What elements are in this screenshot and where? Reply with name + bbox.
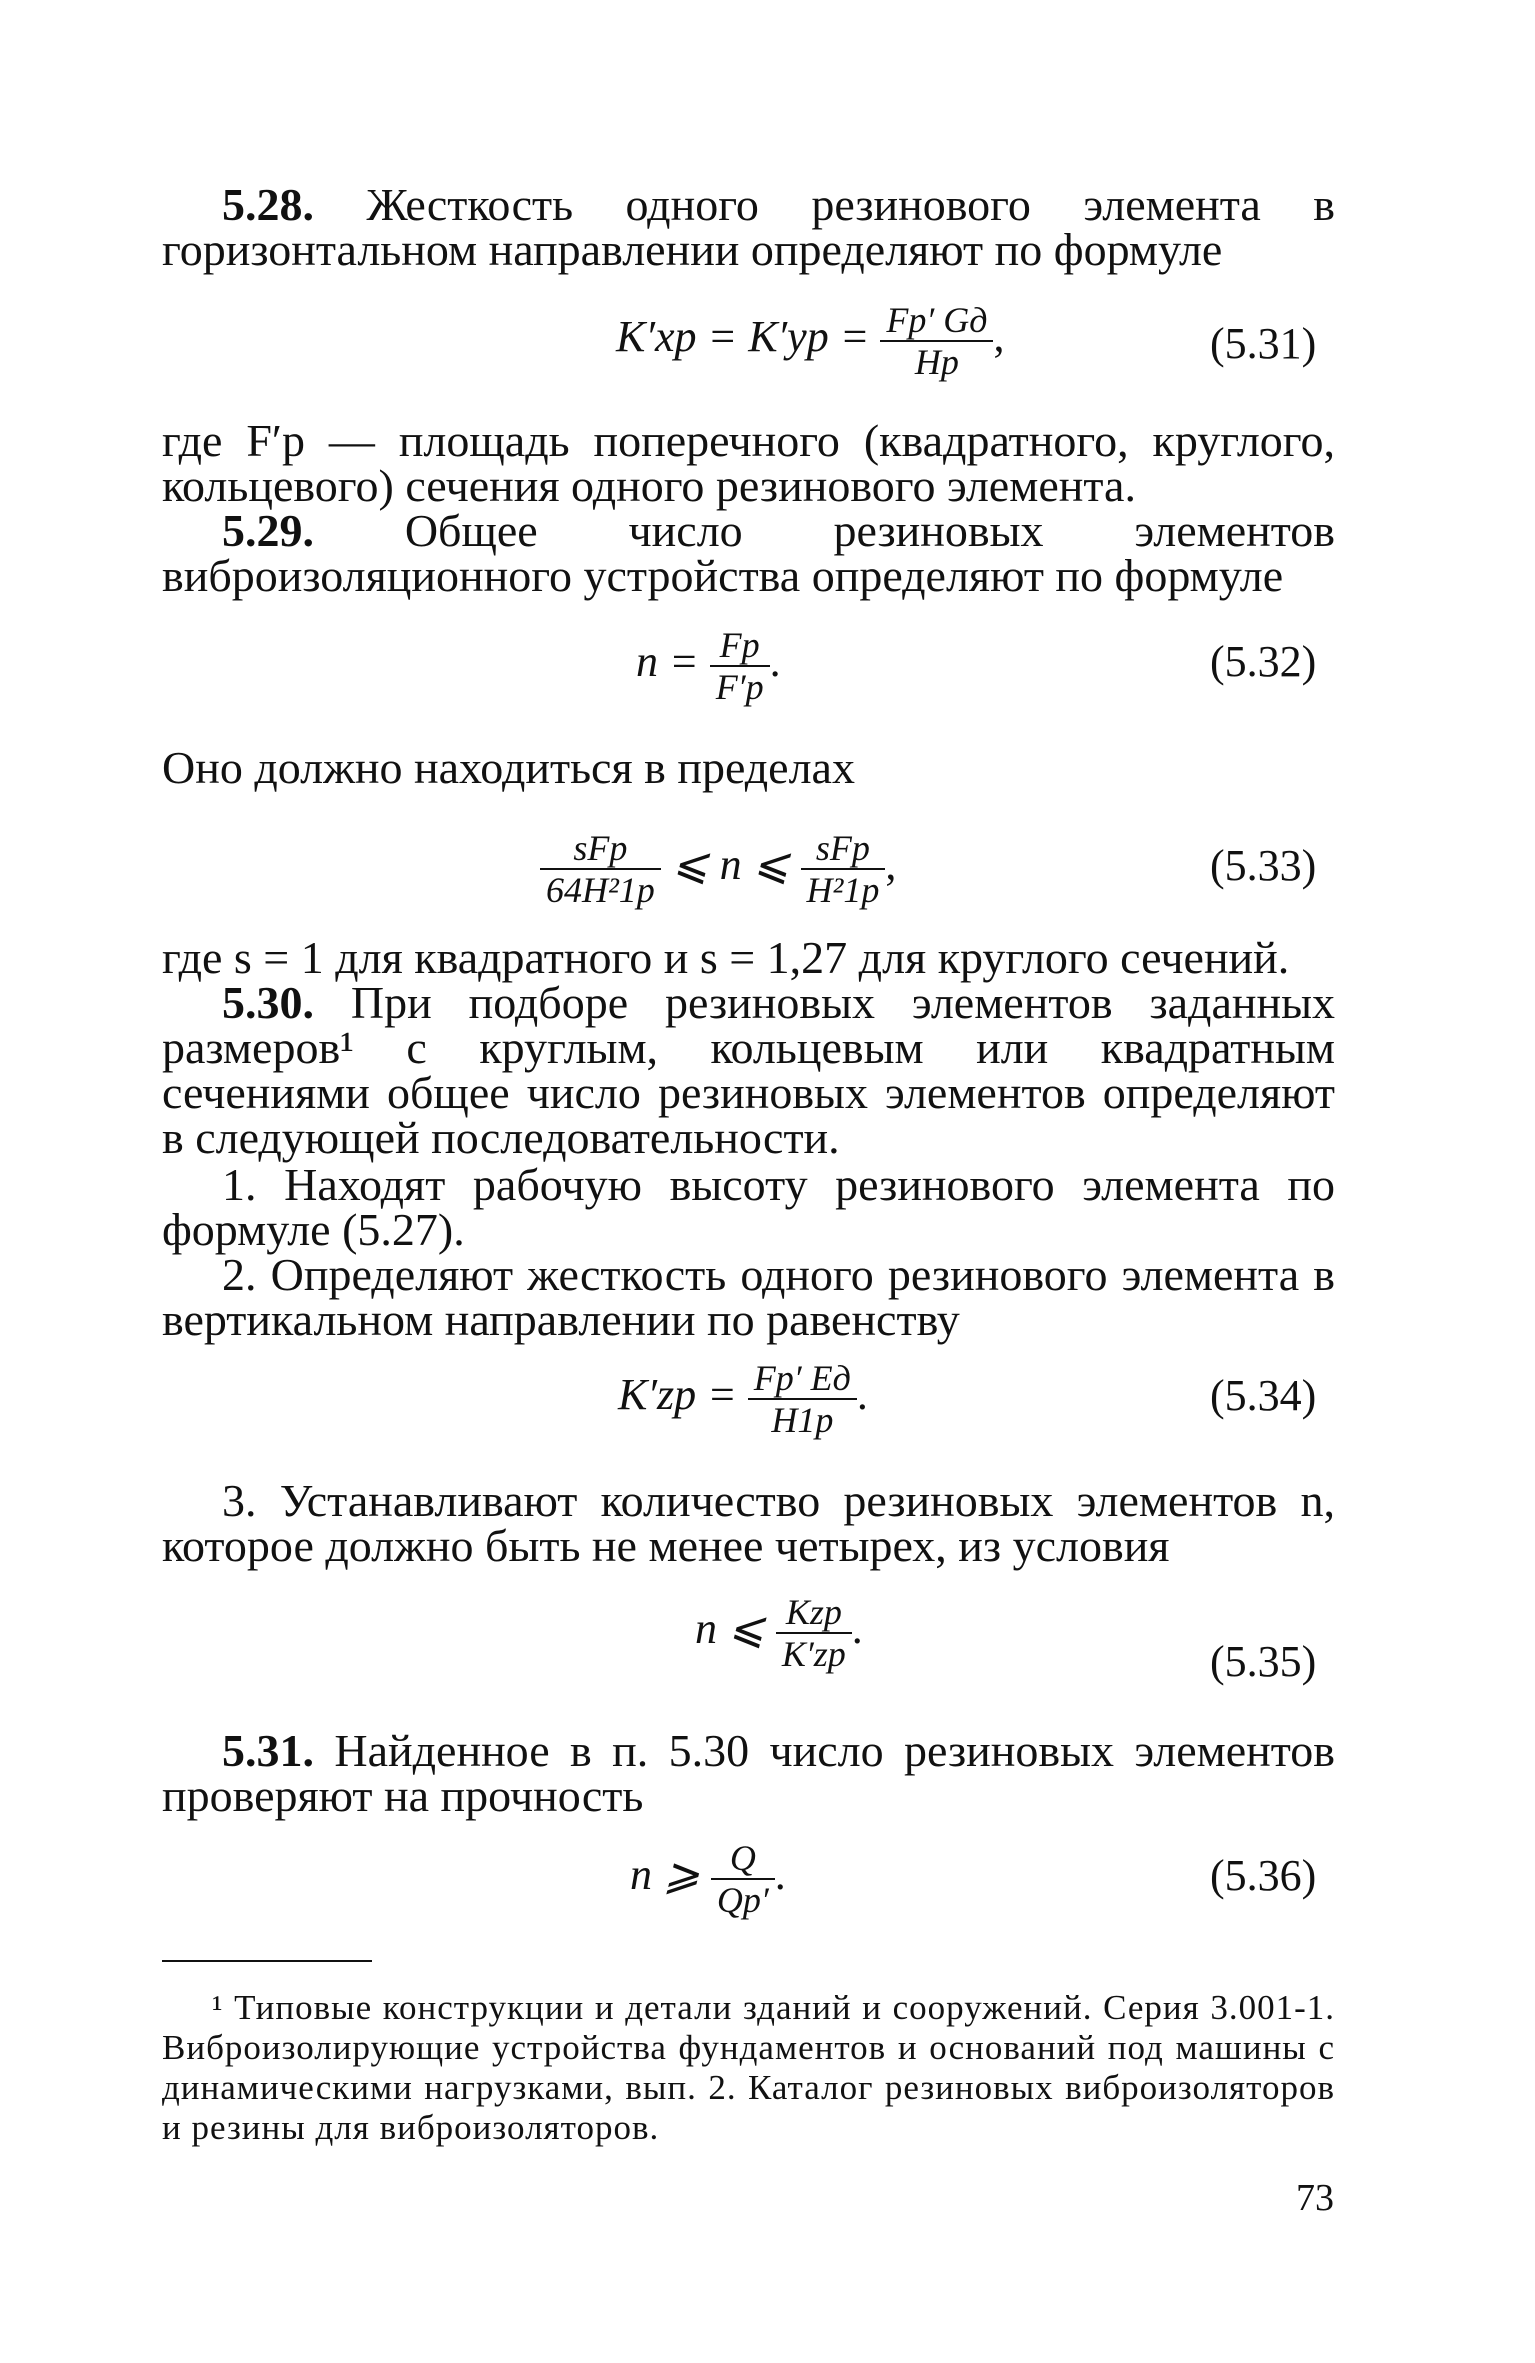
denominator: K′zp (781, 1634, 846, 1674)
equation-number: (5.33) (1210, 841, 1317, 890)
numerator: Kzp (776, 1592, 852, 1634)
section-text: Жесткость одного резинового элемента в горизонтальном направлении определяют по формуле (162, 179, 1335, 275)
step-1: 1. Находят рабочую высоту резинового элемента по формуле (5.27). (162, 1159, 1335, 1255)
formula-tail: . (769, 637, 781, 687)
limits-paragraph: Оно должно находиться в пределах (162, 742, 855, 793)
formula-5-35 (695, 1592, 863, 1674)
section-number: 5.30. (222, 977, 314, 1028)
step-3: 3. Устанавливают количество резиновых элементов n, которое должно быть не менее четырех, из условия (162, 1475, 1335, 1571)
formula-tail: , (885, 840, 897, 890)
footnote-divider (162, 1960, 372, 1962)
formula-fraction (776, 1592, 852, 1674)
formula-inequality: ⩽ n ⩽ (671, 840, 790, 890)
definition-paragraph: где F′р — площадь поперечного (квадратного, круглого, кольцевого) сечения одного резинового элемента. (162, 415, 1335, 511)
section-text: Найденное в п. 5.30 число резиновых элементов проверяют на прочность (162, 1725, 1335, 1821)
denominator: 64H²1p (546, 870, 655, 910)
formula-tail: . (774, 1850, 786, 1900)
section-number: 5.31. (222, 1725, 314, 1776)
denominator: Hp (914, 342, 959, 382)
formula-fraction (880, 300, 993, 382)
formula-fraction (711, 1838, 775, 1920)
formula-lhs: n = (636, 637, 699, 687)
formula-lhs: n ⩾ (630, 1850, 700, 1900)
formula-fraction-left (540, 828, 661, 910)
formula-lhs: K′zp = (618, 1370, 737, 1420)
formula-lhs: n ⩽ (695, 1604, 765, 1654)
section-text: При подборе резиновых элементов заданных размеров¹ с круглым, кольцевым или квадратным сечениями общее число резиновых элементов определяют в следующей последовательности. (162, 977, 1335, 1163)
formula-5-36 (630, 1838, 786, 1920)
denominator: H1p (771, 1400, 834, 1440)
equation-number: (5.32) (1210, 637, 1317, 686)
formula-fraction-right (801, 828, 886, 910)
section-5-28 (162, 179, 1335, 275)
denominator: Qp′ (716, 1880, 769, 1920)
formula-fraction (710, 625, 770, 707)
section-text: Общее число резиновых элементов виброизоляционного устройства определяют по формуле (162, 505, 1335, 601)
formula-lhs: K′xp = K′yp = (616, 312, 870, 362)
numerator: sFp (540, 828, 661, 870)
denominator: F′p (715, 667, 764, 707)
equation-number: (5.35) (1210, 1637, 1317, 1686)
section-5-31 (162, 1725, 1335, 1821)
formula-fraction (748, 1358, 857, 1440)
section-5-30 (162, 977, 1335, 1163)
formula-5-33 (540, 828, 896, 910)
equation-number: (5.36) (1210, 1851, 1317, 1900)
numerator: sFp (801, 828, 886, 870)
numerator: Fp (710, 625, 770, 667)
numerator: Q (711, 1838, 775, 1880)
section-5-29 (162, 505, 1335, 601)
footnote: ¹ Типовые конструкции и детали зданий и сооружений. Серия 3.001-1. Виброизолирующие устройства фундаментов и оснований под машины с динамическими нагрузками, вып. 2. Каталог резиновых виброизоляторов и резины для виброизоляторов. (162, 1988, 1335, 2147)
formula-tail: , (993, 312, 1005, 362)
formula-5-31 (616, 300, 1004, 382)
step-2: 2. Определяют жесткость одного резинового элемента в вертикальном направлении по равенству (162, 1249, 1335, 1345)
equation-number: (5.31) (1210, 319, 1317, 368)
definition-paragraph: где s = 1 для квадратного и s = 1,27 для круглого сечений. (162, 932, 1290, 983)
formula-5-32 (636, 625, 781, 707)
section-number: 5.29. (222, 505, 314, 556)
numerator: Fp′ Eд (748, 1358, 857, 1400)
denominator: H²1p (806, 870, 880, 910)
numerator: Fp′ Gд (880, 300, 993, 342)
formula-tail: . (851, 1604, 863, 1654)
page-number: 73 (1296, 2177, 1334, 2219)
formula-5-34 (618, 1358, 868, 1440)
section-number: 5.28. (222, 179, 314, 230)
equation-number: (5.34) (1210, 1371, 1317, 1420)
formula-tail: . (856, 1370, 868, 1420)
